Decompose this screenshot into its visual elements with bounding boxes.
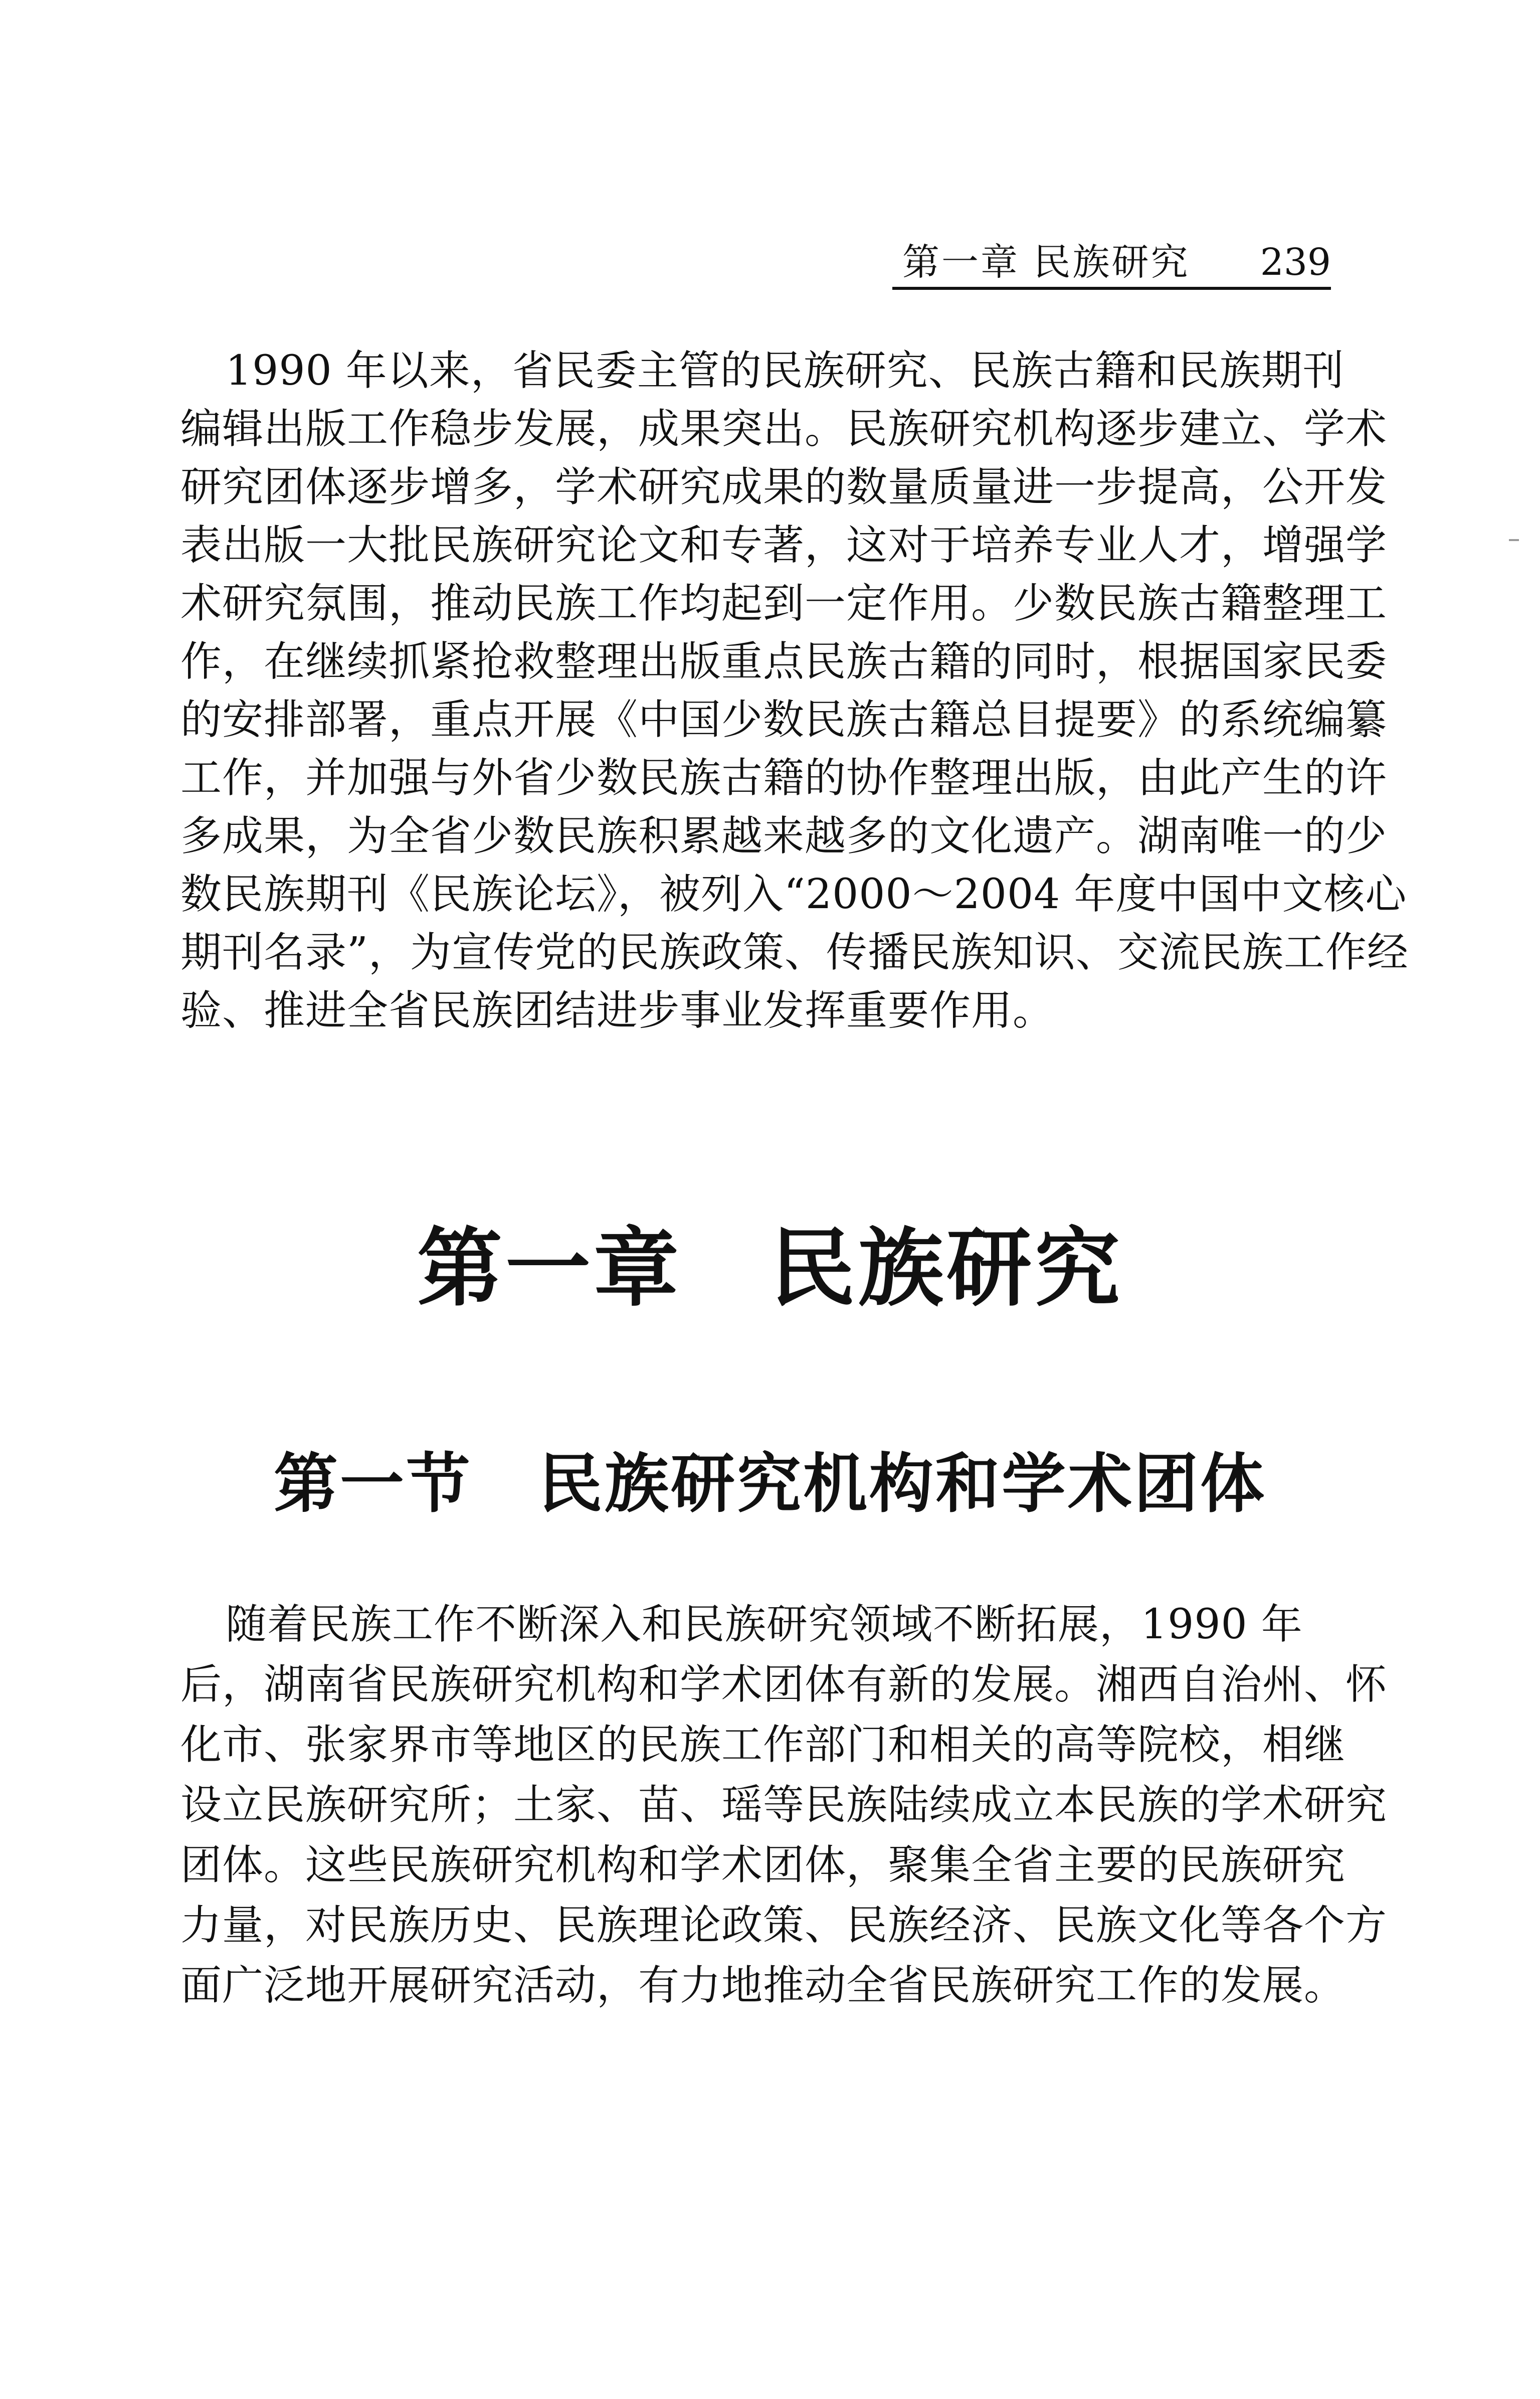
paragraph-line: 设立民族研究所；土家、苗、瑶等民族陆续成立本民族的学术研究: [180, 1781, 1388, 1829]
paragraph-line: 研究团体逐步增多，学术研究成果的数量质量进一步提高，公开发: [180, 463, 1388, 511]
paragraph-line: 后，湖南省民族研究机构和学术团体有新的发展。湘西自治州、怀: [180, 1661, 1388, 1708]
paragraph-line: 表出版一大批民族研究论文和专著，这对于培养专业人才，增强学: [180, 522, 1388, 569]
paragraph-line: 期刊名录”，为宣传党的民族政策、传播民族知识、交流民族工作经: [180, 929, 1409, 976]
chapter-title: 第一章 民族研究: [417, 1219, 1123, 1318]
paragraph-line: 数民族期刊《民族论坛》，被列入“2000～2004 年度中国中文核心: [180, 871, 1407, 918]
paragraph-line: 化市、张家界市等地区的民族工作部门和相关的高等院校，相继: [180, 1721, 1346, 1769]
paragraph-line: 验、推进全省民族团结进步事业发挥重要作用。: [180, 987, 1055, 1035]
running-head: [892, 241, 1331, 290]
paragraph-line: 的安排部署，重点开展《中国少数民族古籍总目提要》的系统编纂: [180, 696, 1388, 744]
scan-speck: [1509, 539, 1519, 541]
paragraph-line: 工作，并加强与外省少数民族古籍的协作整理出版，由此产生的许: [180, 754, 1388, 802]
paragraph-line: 面广泛地开展研究活动，有力地推动全省民族研究工作的发展。: [180, 1962, 1346, 2009]
page-number: 239: [1260, 241, 1331, 284]
section-title: 第一节 民族研究机构和学术团体: [273, 1447, 1266, 1521]
paragraph-line: 1990 年以来，省民委主管的民族研究、民族古籍和民族期刊: [226, 347, 1344, 395]
paragraph-line: 多成果，为全省少数民族积累越来越多的文化遗产。湖南唯一的少: [180, 812, 1388, 860]
paragraph-line: 作，在继续抓紧抢救整理出版重点民族古籍的同时，根据国家民委: [180, 638, 1388, 686]
paragraph-line: 力量，对民族历史、民族理论政策、民族经济、民族文化等各个方: [180, 1902, 1388, 1949]
paragraph-line: 团体。这些民族研究机构和学术团体，聚集全省主要的民族研究: [180, 1841, 1346, 1889]
paragraph-line: 术研究氛围，推动民族工作均起到一定作用。少数民族古籍整理工: [180, 580, 1388, 627]
paragraph-line: 随着民族工作不断深入和民族研究领域不断拓展，1990 年: [226, 1601, 1303, 1648]
paragraph-line: 编辑出版工作稳步发展，成果突出。民族研究机构逐步建立、学术: [180, 405, 1388, 453]
running-head-title: 第一章 民族研究: [902, 241, 1190, 284]
